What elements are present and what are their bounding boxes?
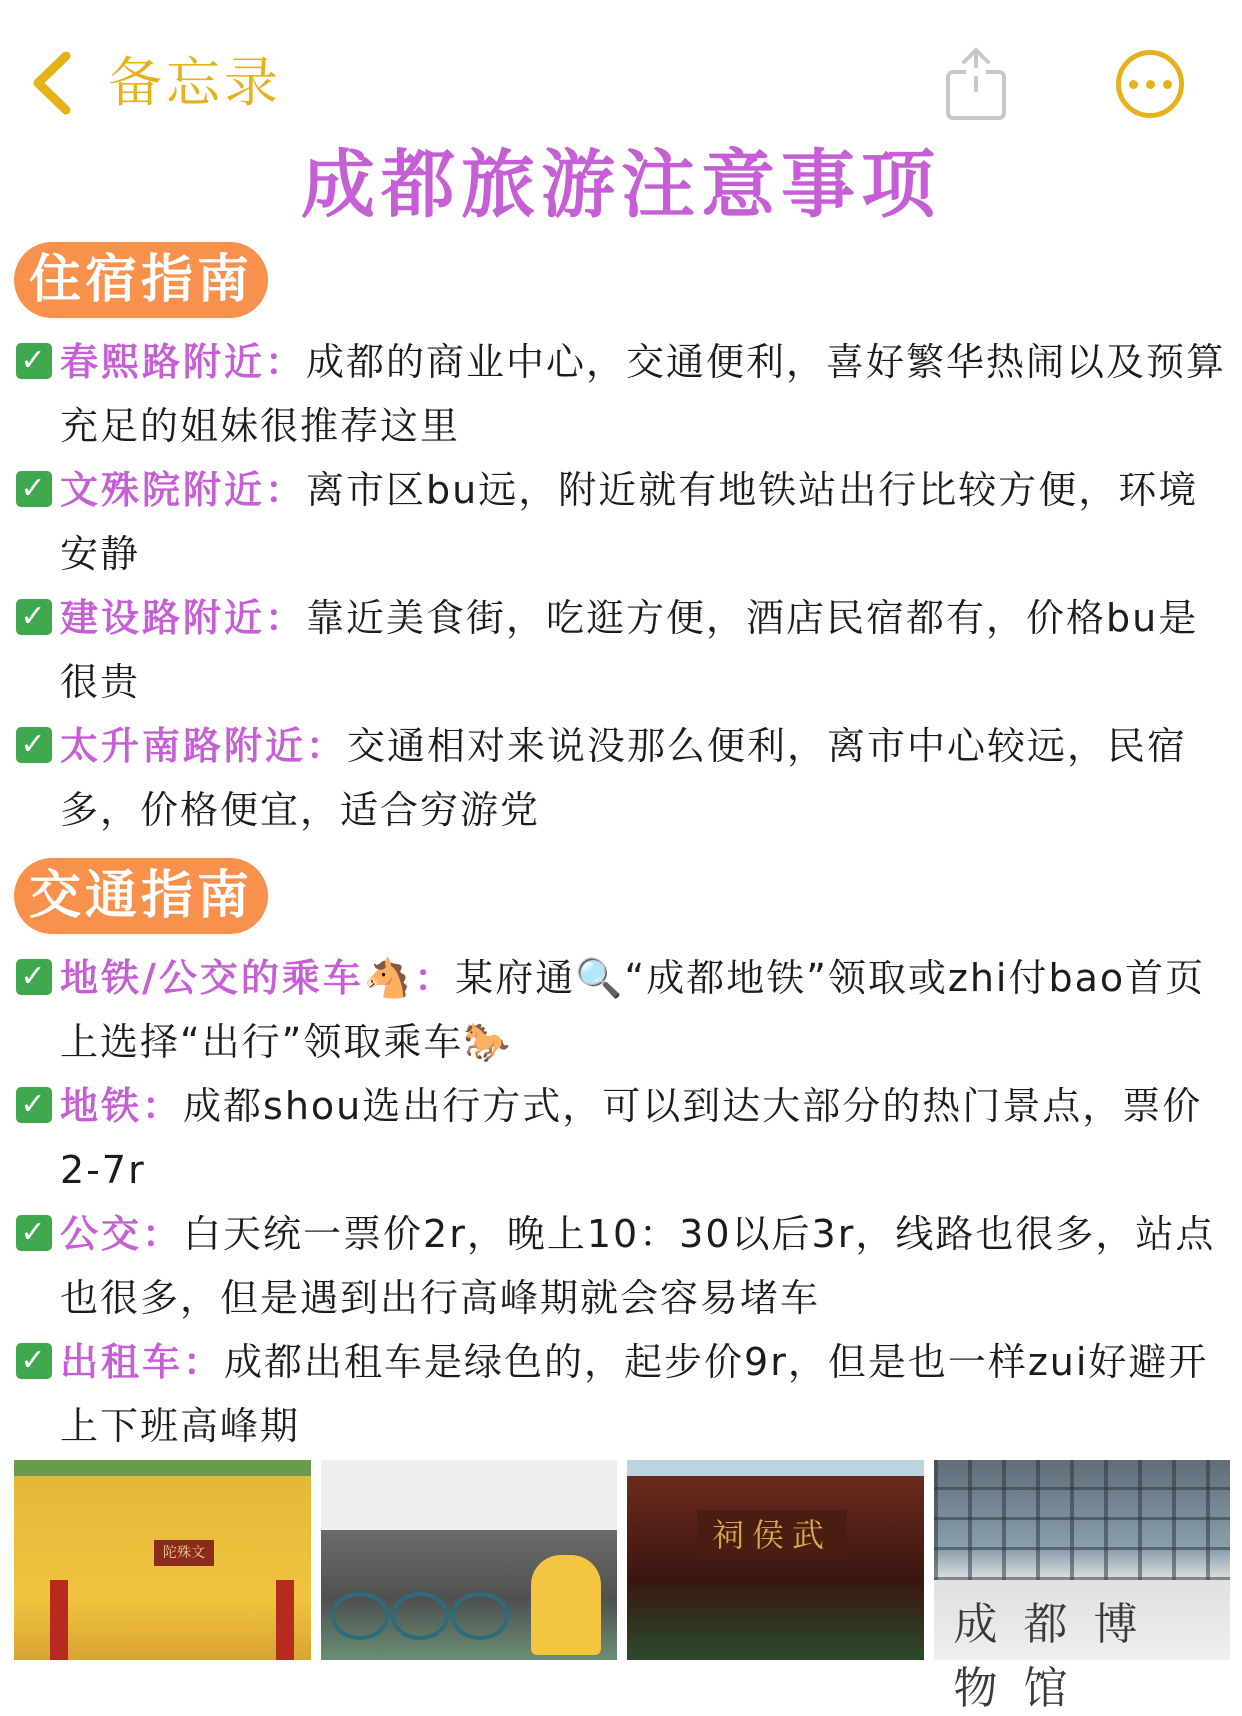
item-text-cont: 上下班高峰期 (60, 1404, 301, 1448)
dot-icon (1129, 80, 1138, 89)
note-title: 成都旅游注意事项 (301, 142, 941, 228)
checkbox-icon: ✓ (16, 599, 52, 635)
bike-wheel (331, 1592, 389, 1640)
item-key: 太升南路附近： (60, 724, 348, 768)
item-key: 地铁/公交的乘车🐴： (60, 956, 456, 1000)
checkbox-icon: ✓ (16, 343, 52, 379)
red-banner (276, 1580, 294, 1660)
bike-wheel (451, 1592, 509, 1640)
item-text: 白天统一票价2r，晚上10：30以后3r，线路也很多，站点 (183, 1212, 1216, 1256)
back-label: 备忘录 (108, 51, 282, 114)
item-text-cont: 上选择“出行”领取乘车🐎 (60, 1020, 513, 1064)
list-item (16, 714, 1230, 842)
item-text-cont: 充足的姐妹很推荐这里 (60, 404, 461, 448)
checkbox-icon: ✓ (16, 727, 52, 763)
photo-wenshu-temple[interactable] (14, 1460, 311, 1660)
item-text: 靠近美食街，吃逛方便，酒店民宿都有，价格bu是 (306, 596, 1199, 640)
photo-strip (14, 1460, 1230, 1714)
item-key: 春熙路附近： (60, 340, 307, 384)
photo-chengdu-museum[interactable] (934, 1460, 1231, 1714)
item-key: 公交： (60, 1212, 184, 1256)
checkbox-icon: ✓ (16, 471, 52, 507)
share-icon[interactable] (944, 44, 1008, 122)
checkbox-icon: ✓ (16, 1087, 52, 1123)
list-item (16, 1074, 1230, 1202)
item-key: 建设路附近： (60, 596, 307, 640)
dot-icon (1163, 80, 1172, 89)
checkbox-icon: ✓ (16, 959, 52, 995)
glass-facade (934, 1460, 1231, 1580)
shrine-sign: 祠侯武 (697, 1510, 847, 1560)
item-text: 成都shou选出行方式，可以到达大部分的热门景点，票价 (183, 1084, 1203, 1128)
list-item (16, 586, 1230, 714)
red-banner (50, 1580, 68, 1660)
item-key: 地铁： (60, 1084, 184, 1128)
item-text: 离市区bu远，附近就有地铁站出行比较方便，环境 (306, 468, 1199, 512)
checkbox-icon: ✓ (16, 1343, 52, 1379)
mascot-figure (531, 1555, 601, 1655)
item-text: 成都的商业中心，交通便利，喜好繁华热闹以及预算 (306, 340, 1227, 384)
item-text: 成都出租车是绿色的，起步价9r，但是也一样zui好避开 (224, 1340, 1209, 1384)
temple-sign: 陀殊文 (154, 1540, 214, 1566)
dot-icon (1146, 80, 1155, 89)
item-key: 出租车： (60, 1340, 225, 1384)
back-button[interactable] (26, 48, 282, 118)
photo-wuhou-shrine[interactable] (627, 1460, 924, 1660)
section-heading-lodging: 住宿指南 (14, 242, 268, 318)
item-text-cont: 多，价格便宜，适合穷游党 (60, 788, 541, 832)
item-text-cont: 2-7r (60, 1148, 146, 1192)
list-item (16, 458, 1230, 586)
nav-bar (0, 0, 1242, 140)
item-text: 某府通🔍“成都地铁”领取或zhi付bao首页 (455, 956, 1206, 1000)
bike-wheel (391, 1592, 449, 1640)
item-text-cont: 安静 (60, 532, 141, 576)
list-item (16, 1330, 1230, 1458)
list-item (16, 330, 1230, 458)
list-item (16, 1202, 1230, 1330)
item-text-cont: 也很多，但是遇到出行高峰期就会容易堵车 (60, 1276, 821, 1320)
section-heading-transport: 交通指南 (14, 858, 268, 934)
item-text-cont: 很贵 (60, 660, 141, 704)
museum-carving: 成都博物馆 (953, 1599, 1164, 1714)
item-text: 交通相对来说没那么便利，离市中心较远，民宿 (347, 724, 1188, 768)
photo-street-bikes[interactable] (321, 1460, 618, 1660)
more-options-button[interactable] (1116, 50, 1184, 118)
chevron-left-icon (26, 48, 86, 118)
item-key: 文殊院附近： (60, 468, 307, 512)
checkbox-icon: ✓ (16, 1215, 52, 1251)
list-item (16, 946, 1230, 1074)
